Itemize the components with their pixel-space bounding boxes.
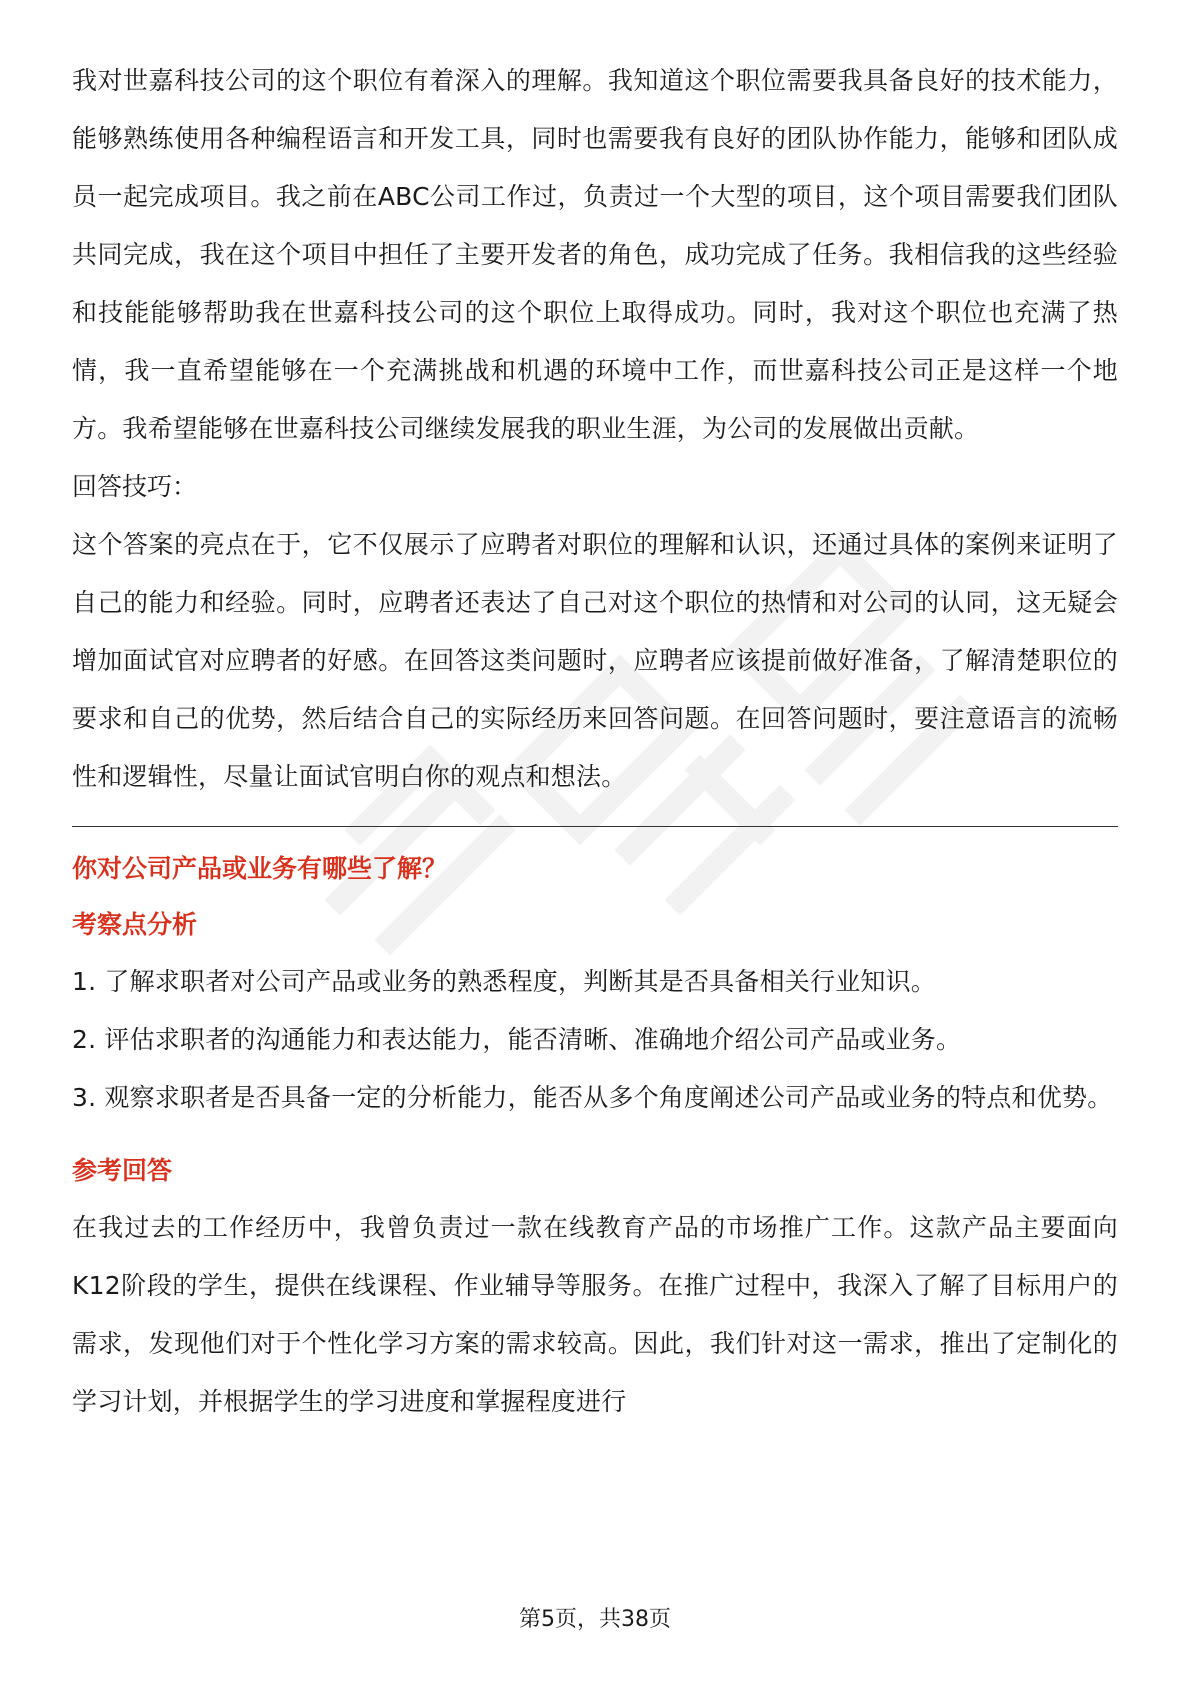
- question-title: 你对公司产品或业务有哪些了解？: [72, 854, 448, 883]
- answer-paragraph: 在我过去的工作经历中，我曾负责过一款在线教育产品的市场推广工作。这款产品主要面向K12阶段的学生，提供在线课程、作业辅导等服务。在推广过程中，我深入了解了目标用户的需求，发现他们对于个性化学习方案的需求较高。因此，我们针对这一需求，推出了定制化的学习计划，并根据学生的学习进度和掌握程度进行: [72, 1213, 1118, 1416]
- page-footer: 第5页，共38页: [519, 1607, 671, 1632]
- analysis-item: 3. 观察求职者是否具备一定的分析能力，能否从多个角度阐述公司产品或业务的特点和优势。: [72, 1083, 1113, 1112]
- answer-heading: 参考回答: [72, 1156, 173, 1185]
- analysis-list: [72, 953, 1118, 1127]
- analysis-item: 2. 评估求职者的沟通能力和表达能力，能否清晰、准确地介绍公司产品或业务。: [72, 1025, 962, 1054]
- section-divider: [72, 826, 1118, 827]
- document-page: [72, 52, 1118, 1431]
- intro-paragraph: 我对世嘉科技公司的这个职位有着深入的理解。我知道这个职位需要我具备良好的技术能力，能够熟练使用各种编程语言和开发工具，同时也需要我有良好的团队协作能力，能够和团队成员一起完成项目。我之前在ABC公司工作过，负责过一个大型的项目，这个项目需要我们团队共同完成，我在这个项目中担任了主要开发者的角色，成功完成了任务。我相信我的这些经验和技能能够帮助我在世嘉科技公司的这个职位上取得成功。同时，我对这个职位也充满了热情，我一直希望能够在一个充满挑战和机遇的环境中工作，而世嘉科技公司正是这样一个地方。我希望能够在世嘉科技公司继续发展我的职业生涯，为公司的发展做出贡献。: [72, 66, 1118, 443]
- tips-label: 回答技巧：: [72, 472, 198, 501]
- analysis-item: 1. 了解求职者对公司产品或业务的熟悉程度，判断其是否具备相关行业知识。: [72, 967, 937, 996]
- analysis-heading: 考察点分析: [72, 910, 198, 939]
- tips-paragraph: 这个答案的亮点在于，它不仅展示了应聘者对职位的理解和认识，还通过具体的案例来证明了自己的能力和经验。同时，应聘者还表达了自己对这个职位的热情和对公司的认同，这无疑会增加面试官对应聘者的好感。在回答这类问题时，应聘者应该提前做好准备，了解清楚职位的要求和自己的优势，然后结合自己的实际经历来回答问题。在回答问题时，要注意语言的流畅性和逻辑性，尽量让面试官明白你的观点和想法。: [72, 530, 1118, 791]
